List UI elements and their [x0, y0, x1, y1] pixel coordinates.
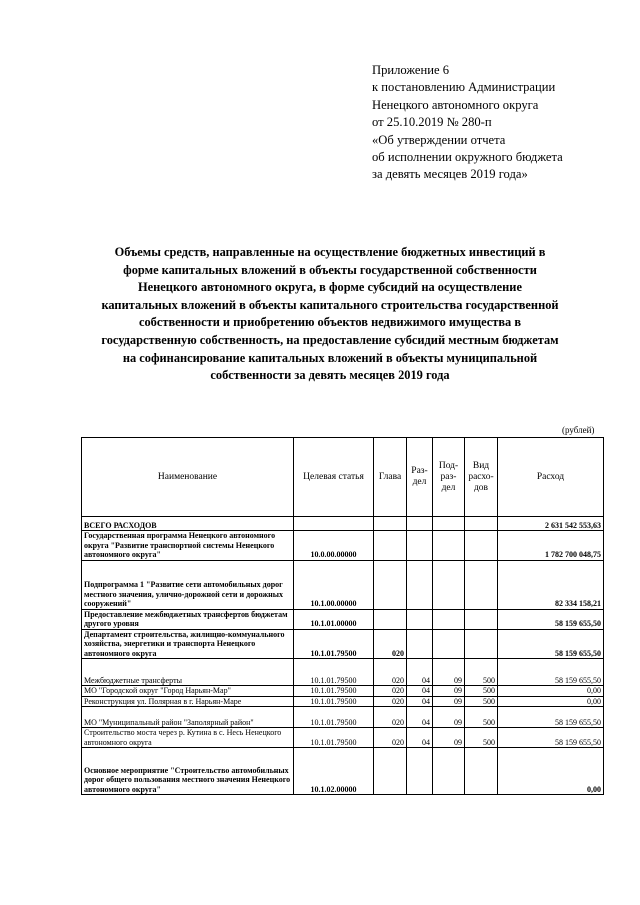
cell-name: МО "Городской округ "Город Нарьян-Мар" [82, 686, 294, 697]
appendix-line: Ненецкого автономного округа [372, 97, 539, 112]
table-row [82, 728, 604, 748]
cell-section [407, 517, 433, 531]
title-line: собственности и приобретению объектов недвижимого имущества в [138, 315, 522, 330]
cell-section: 04 [407, 659, 433, 686]
cell-section [407, 531, 433, 561]
cell-amount: 58 159 655,50 [498, 728, 604, 748]
table-row [82, 609, 604, 629]
cell-amount: 0,00 [498, 686, 604, 697]
title-line: государственную собственность, на предоставление субсидий местным бюджетам [101, 332, 559, 347]
cell-subsection [433, 531, 465, 561]
table-row [82, 629, 604, 659]
table-header-row [82, 438, 604, 517]
cell-target: 10.1.01.79500 [294, 686, 374, 697]
table-row [82, 696, 604, 707]
appendix-block [372, 62, 622, 184]
cell-expense-type [465, 560, 498, 609]
cell-expense-type: 500 [465, 707, 498, 728]
header-section: Раз-дел [407, 438, 433, 517]
cell-name: Реконструкция ул. Полярная в г. Нарьян-Маре [82, 696, 294, 707]
table-row [82, 517, 604, 531]
cell-section [407, 560, 433, 609]
title-line: собственности за девять месяцев 2019 года [210, 368, 450, 383]
table-row [82, 686, 604, 697]
cell-chapter: 020 [374, 696, 407, 707]
appendix-line: «Об утверждении отчета [372, 132, 506, 147]
cell-expense-type: 500 [465, 686, 498, 697]
appendix-line: от 25.10.2019 № 280-п [372, 115, 492, 130]
cell-subsection: 09 [433, 659, 465, 686]
header-amount: Расход [498, 438, 604, 517]
cell-section [407, 629, 433, 659]
budget-table [81, 437, 604, 795]
cell-expense-type [465, 531, 498, 561]
cell-name: МО "Муниципальный район "Заполярный район" [82, 707, 294, 728]
cell-chapter [374, 517, 407, 531]
cell-subsection [433, 517, 465, 531]
cell-amount: 82 334 158,21 [498, 560, 604, 609]
cell-subsection: 09 [433, 696, 465, 707]
unit-label: (рублей) [562, 425, 595, 435]
cell-expense-type: 500 [465, 728, 498, 748]
cell-chapter [374, 531, 407, 561]
cell-chapter: 020 [374, 728, 407, 748]
cell-amount: 1 782 700 048,75 [498, 531, 604, 561]
appendix-line: к постановлению Администрации [372, 80, 556, 95]
title-line: Ненецкого автономного округа, в форме субсидий на осуществление [138, 280, 522, 295]
cell-subsection: 09 [433, 707, 465, 728]
cell-amount: 0,00 [498, 696, 604, 707]
appendix-line: за девять месяцев 2019 года» [372, 167, 528, 182]
appendix-line: Приложение 6 [372, 63, 450, 77]
header-expense-type: Вид расхо-дов [465, 438, 498, 517]
cell-subsection [433, 629, 465, 659]
title-line: Объемы средств, направленные на осуществление бюджетных инвестиций в [114, 245, 546, 259]
table-row [82, 531, 604, 561]
title-line: форме капитальных вложений в объекты государственной собственности [123, 262, 537, 277]
header-name: Наименование [82, 438, 294, 517]
cell-target: 10.0.00.00000 [294, 531, 374, 561]
cell-subsection: 09 [433, 686, 465, 697]
table-row [82, 707, 604, 728]
cell-subsection: 09 [433, 728, 465, 748]
cell-expense-type: 500 [465, 696, 498, 707]
table-row [82, 748, 604, 795]
cell-chapter [374, 748, 407, 795]
cell-amount: 58 159 655,50 [498, 609, 604, 629]
cell-expense-type [465, 609, 498, 629]
cell-chapter [374, 609, 407, 629]
appendix-line: об исполнении окружного бюджета [372, 150, 563, 165]
cell-chapter: 020 [374, 686, 407, 697]
cell-amount: 58 159 655,50 [498, 659, 604, 686]
header-subsection: Под-раз-дел [433, 438, 465, 517]
cell-subsection [433, 609, 465, 629]
cell-name: Основное мероприятие "Строительство автомобильных дорог общего пользования местного значения Ненецкого автономного округа" [82, 748, 294, 795]
cell-target: 10.1.01.79500 [294, 629, 374, 659]
cell-section: 04 [407, 707, 433, 728]
cell-chapter [374, 560, 407, 609]
cell-amount: 0,00 [498, 748, 604, 795]
cell-amount: 2 631 542 553,63 [498, 517, 604, 531]
title-line: капитальных вложений в объекты капитального строительства государственной [101, 297, 559, 312]
header-target: Целевая статья [294, 438, 374, 517]
title-line: на софинансирование капитальных вложений в объекты муниципальной [122, 350, 538, 365]
cell-subsection [433, 560, 465, 609]
cell-amount: 58 159 655,50 [498, 707, 604, 728]
cell-chapter: 020 [374, 707, 407, 728]
cell-section: 04 [407, 696, 433, 707]
cell-section: 04 [407, 686, 433, 697]
cell-target: 10.1.01.79500 [294, 728, 374, 748]
cell-target: 10.1.01.79500 [294, 707, 374, 728]
cell-chapter: 020 [374, 659, 407, 686]
table-row [82, 659, 604, 686]
cell-section [407, 609, 433, 629]
cell-target [294, 517, 374, 531]
header-chapter: Глава [374, 438, 407, 517]
table-row [82, 560, 604, 609]
cell-name: ВСЕГО РАСХОДОВ [82, 517, 294, 531]
cell-name: Предоставление межбюджетных трансфертов бюджетам другого уровня [82, 609, 294, 629]
cell-name: Департамент строительства, жилищно-коммунального хозяйства, энергетики и транспорта Ненецкого автономного округа [82, 629, 294, 659]
document-title [80, 244, 580, 385]
cell-name: Строительство моста через р. Кутина в с. Несь Ненецкого автономного округа [82, 728, 294, 748]
cell-expense-type [465, 748, 498, 795]
cell-name: Государственная программа Ненецкого автономного округа "Развитие транспортной системы Ненецкого автономного округа" [82, 531, 294, 561]
cell-chapter: 020 [374, 629, 407, 659]
cell-name: Межбюджетные трансферты [82, 659, 294, 686]
cell-target: 10.1.01.79500 [294, 659, 374, 686]
cell-target: 10.1.00.00000 [294, 560, 374, 609]
cell-expense-type: 500 [465, 659, 498, 686]
cell-amount: 58 159 655,50 [498, 629, 604, 659]
cell-expense-type [465, 517, 498, 531]
cell-subsection [433, 748, 465, 795]
cell-name: Подпрограмма 1 "Развитие сети автомобильных дорог местного значения, улично-дорожной сети и дорожных сооружений" [82, 560, 294, 609]
cell-section [407, 748, 433, 795]
cell-target: 10.1.01.79500 [294, 696, 374, 707]
cell-expense-type [465, 629, 498, 659]
cell-section: 04 [407, 728, 433, 748]
cell-target: 10.1.02.00000 [294, 748, 374, 795]
cell-target: 10.1.01.00000 [294, 609, 374, 629]
